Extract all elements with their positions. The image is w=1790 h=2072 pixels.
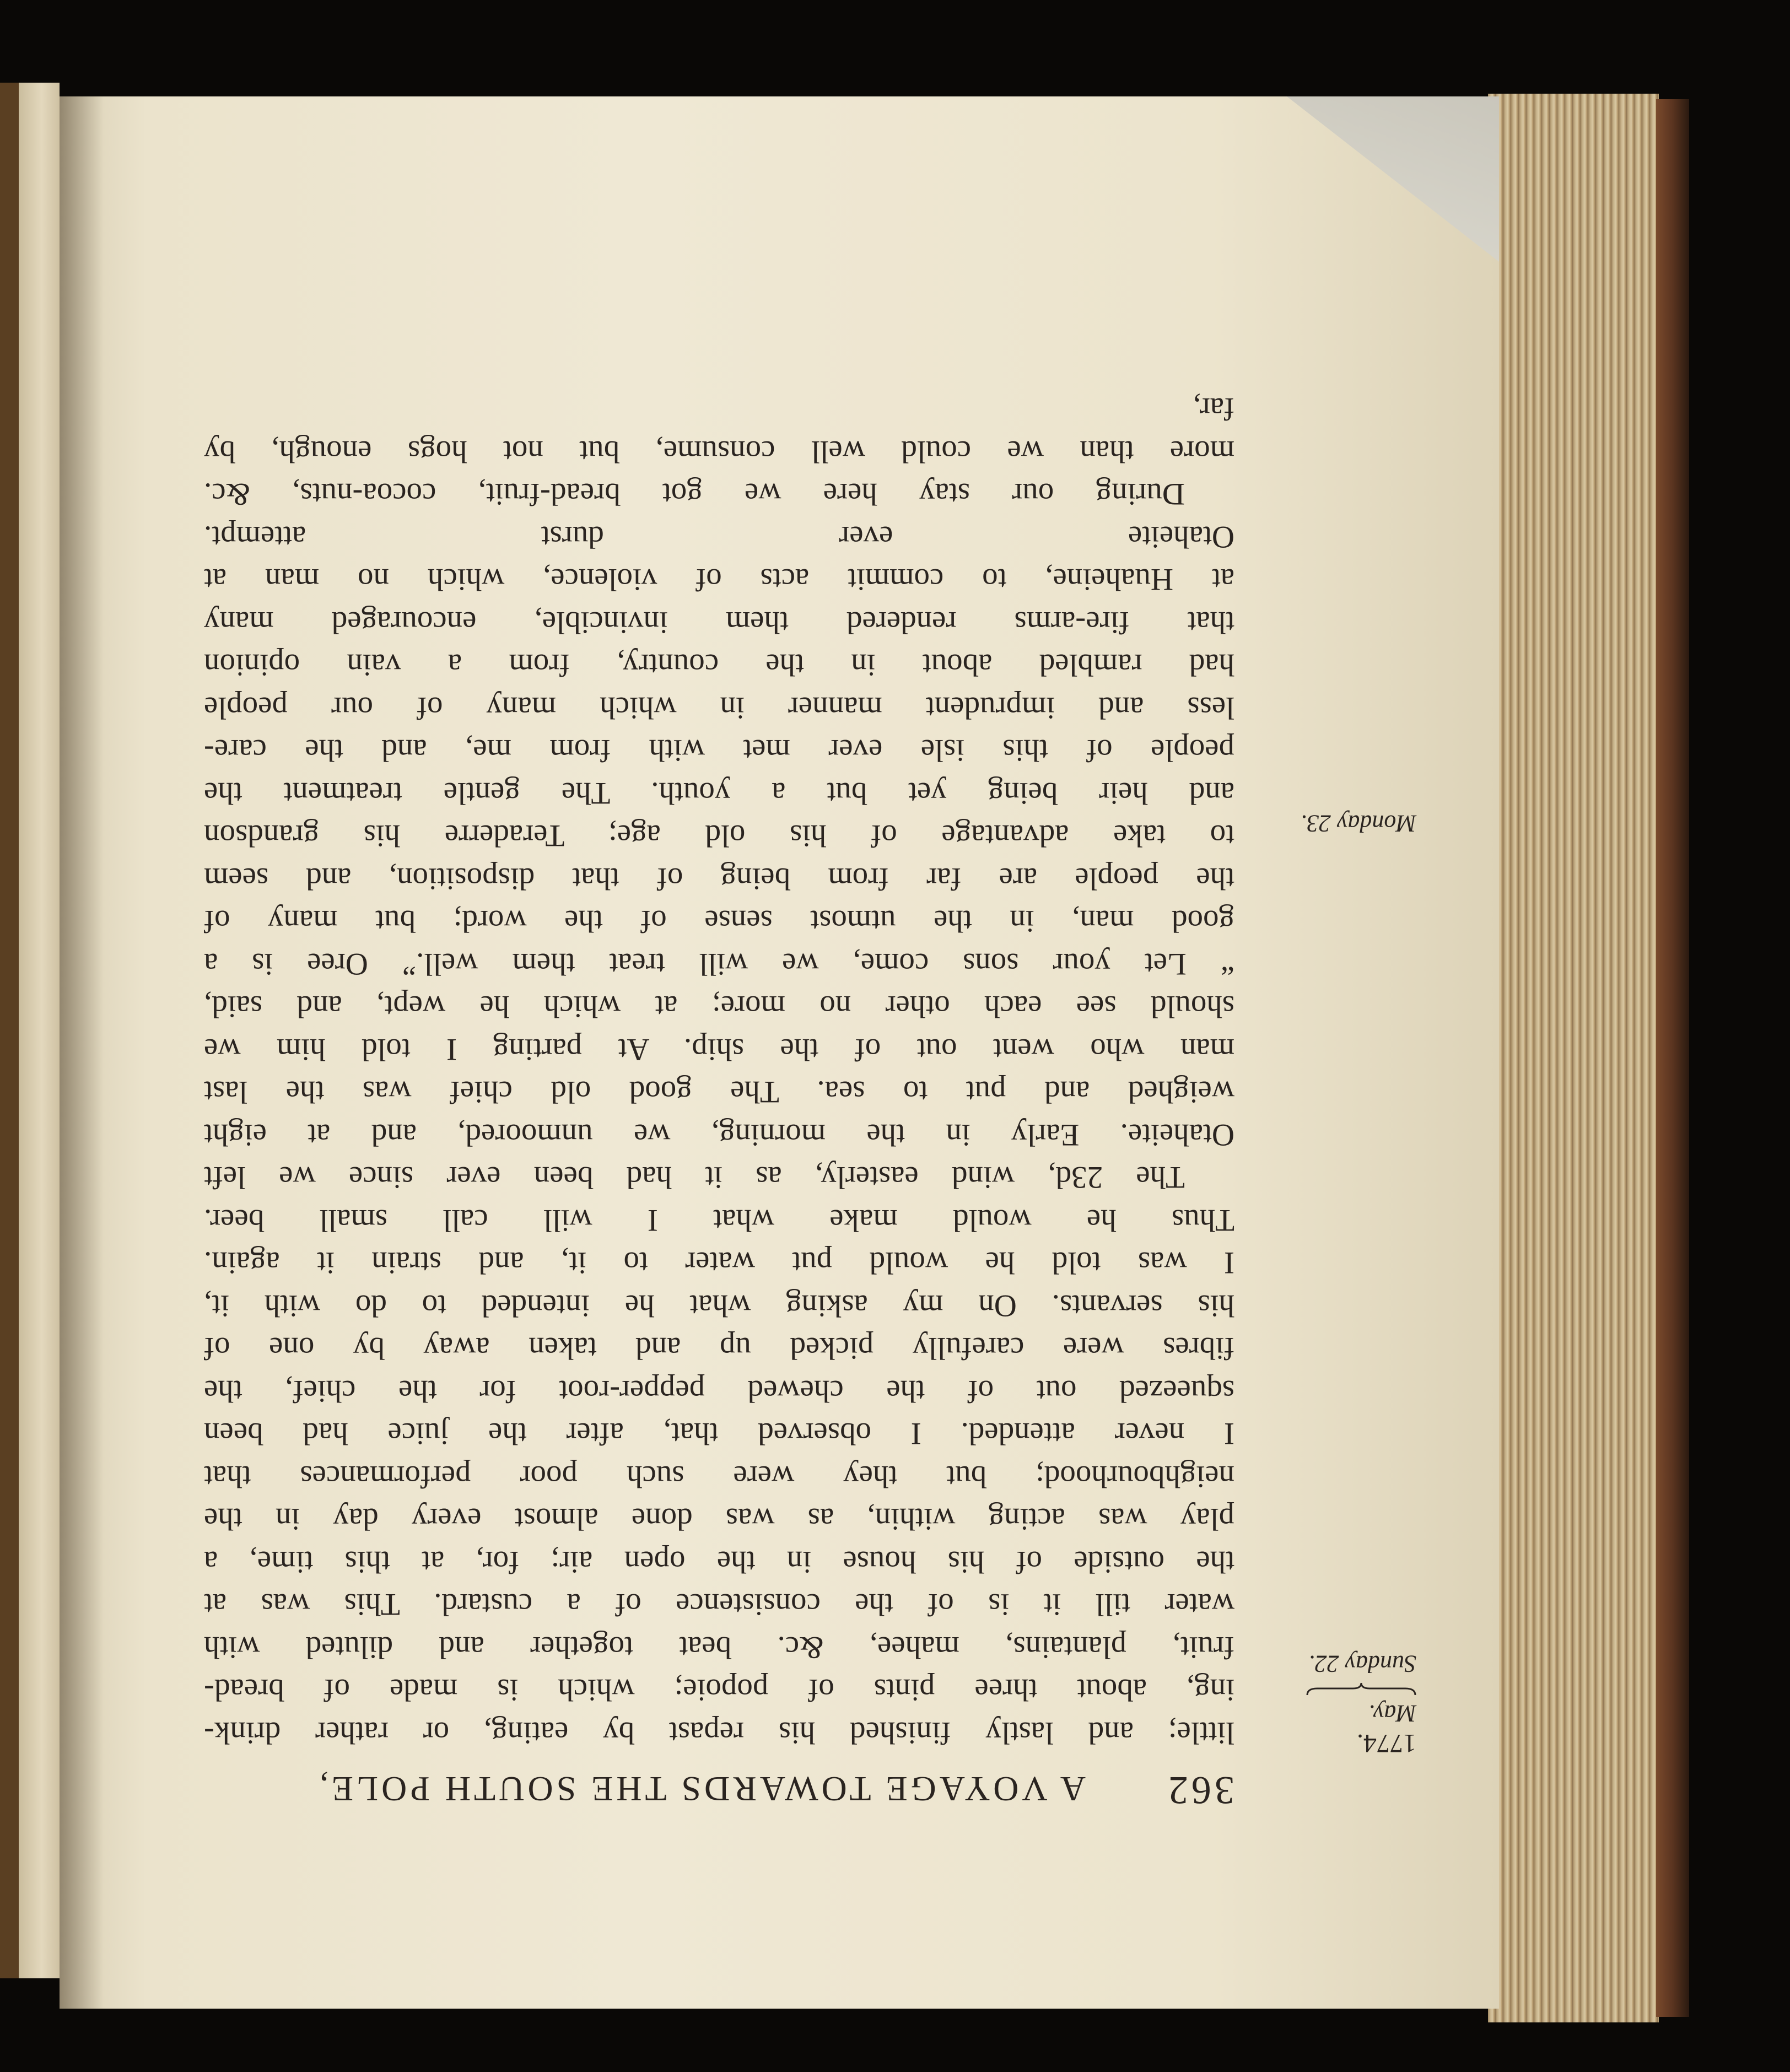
text-line: Otaheite. Early in the morning, we unmoored, and at eight (204, 1118, 1234, 1152)
text-line: at Huaheine, to commit acts of violence, which no man at (204, 562, 1234, 597)
text-line: should see each other no more; at which he wept, and said, (204, 989, 1234, 1024)
text-line: less and imprudent manner in which many of our people (204, 690, 1234, 725)
text-line: little; and lastly finished his repast by eating, or rather drink- (204, 1715, 1234, 1750)
text-line: to take advantage of his old age; Teraderre his grandson (204, 818, 1234, 854)
text-line: fibres were carefully picked up and taken away by one of (204, 1331, 1234, 1366)
text-line: water till it is of the consistence of a custard. This was at (204, 1587, 1234, 1622)
brace-icon (1306, 1682, 1416, 1696)
margin-notes (1273, 1649, 1416, 1758)
running-head: A VOYAGE TOWARDS THE SOUTH POLE, (316, 1769, 1086, 1809)
text-line: Thus he would make what I will call small beer. (204, 1203, 1234, 1238)
body-text (204, 387, 1234, 1754)
text-line: play was acting within, as was done almost every day in the (204, 1502, 1234, 1537)
margin-year: 1774. (1357, 1729, 1416, 1758)
page-stack (1488, 94, 1659, 2022)
text-line: ing, about three pints of popoie; which is made of bread- (204, 1672, 1234, 1708)
text-line: “ Let your sons come, we will treat them well.” Oree is a (204, 947, 1234, 981)
gutter-shadow (60, 96, 104, 2009)
text-line: and heir being yet but a youth. The gentle treatment the (204, 776, 1234, 811)
left-cover-edge (0, 83, 19, 1978)
page-number: 362 (1165, 1768, 1234, 1812)
text-line: his servants. On my asking what he intended to do with it, (204, 1288, 1234, 1323)
paragraph-2 (204, 516, 1234, 1199)
text-line: During our stay here we got bread-fruit, cocoa-nuts, &c. (204, 477, 1185, 512)
text-line: I was told he would put water to it, and strain it again. (204, 1245, 1234, 1281)
text-line: man who went out of the ship. At parting I told him we (204, 1032, 1234, 1067)
text-line: I never attended. I observed that, after the juice had been (204, 1416, 1234, 1452)
text-line: weighed and put to sea. The good old chief was the last (204, 1075, 1234, 1110)
margin-monday: Monday 23. (1300, 810, 1416, 837)
text-line: good man, in the utmost sense of the word; but many of (204, 904, 1234, 939)
text-line: that fire-arms rendered them invincible, encouraged many (204, 605, 1234, 640)
book-cover-edge (1656, 99, 1689, 2017)
text-line: more than we could well consume, but not hogs enough, by (204, 434, 1234, 469)
margin-month: May. (1368, 1700, 1416, 1727)
text-line: the outside of his house in the open air; for, at this time, a (204, 1545, 1234, 1579)
text-line: squeezed out of the chewed pepper-root for the chief, the (204, 1374, 1234, 1409)
text-line: The 23d, wind easterly, as it had been ever since we left (204, 1160, 1185, 1195)
text-line: people of this isle ever met with from me, and the care- (204, 733, 1234, 768)
page-text-block (204, 314, 1416, 1813)
text-line: had rambled about in the country, from a vain opinion (204, 648, 1234, 683)
page-header (204, 1767, 1234, 1813)
text-line: neighbourhood; but they were such poor performances that (204, 1459, 1234, 1494)
text-line: the people are far from being of that disposition, and seem (204, 861, 1234, 896)
margin-sunday: Sunday 22. (1308, 1650, 1416, 1677)
text-line: far, (1193, 391, 1234, 427)
paragraph-3 (204, 387, 1234, 516)
text-line: Otaheite ever durst attempt. (204, 520, 1234, 554)
text-line: fruit, plantains, mahee, &c. beat together and diluted with (204, 1630, 1234, 1665)
paragraph-1 (204, 1199, 1234, 1755)
